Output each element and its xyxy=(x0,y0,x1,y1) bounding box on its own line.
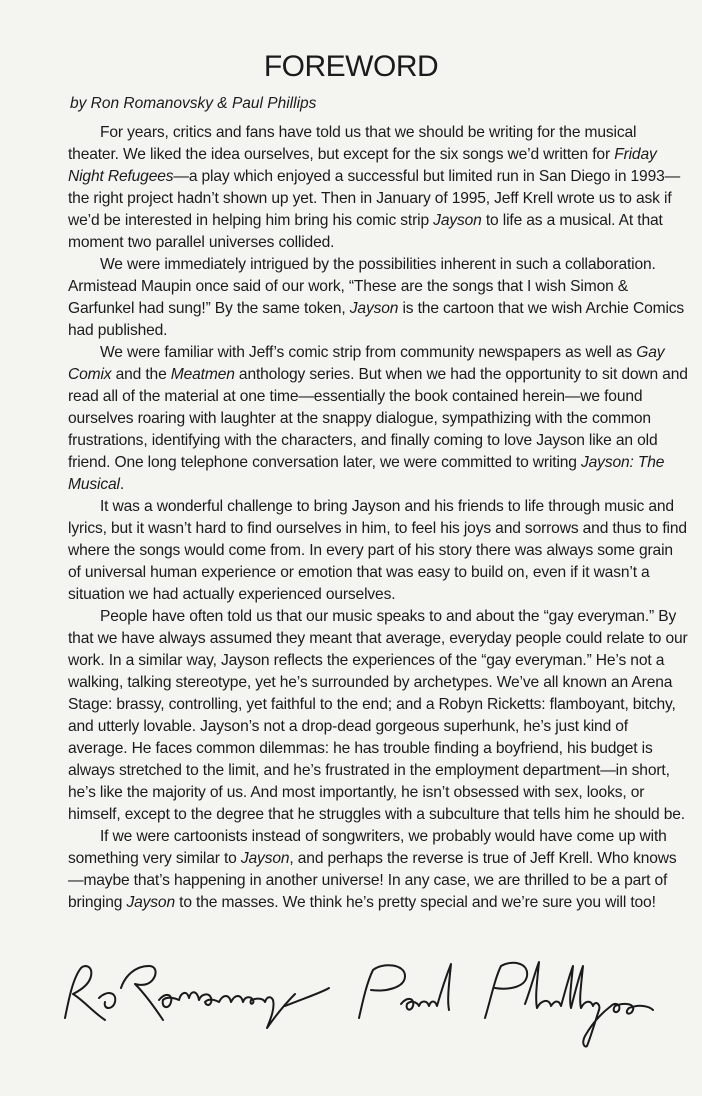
text-run: . xyxy=(119,476,124,493)
text-run: to life as a musical. At that moment two parallel universes collided. xyxy=(68,212,663,251)
text-run: —a play which enjoyed a successful but limited run in San Diego in 1993—the right project hadn’t shown up yet. Then in January of 1995, Jeff Krell wrote us to ask if we’d be interested in helping him bring his comic strip xyxy=(68,168,681,229)
text-run: is the cartoon that we wish Archie Comics had published. xyxy=(68,300,685,339)
paragraph xyxy=(68,122,688,254)
italic-title: Friday Night Refugees xyxy=(68,146,657,185)
text-run: If we were cartoonists instead of songwriters, we probably would have come up with something very similar to xyxy=(68,828,667,867)
paragraph xyxy=(68,606,688,826)
foreword-body xyxy=(68,122,688,914)
text-run: anthology series. But when we had the opportunity to sit down and read all of the material at one time—essentially the book contained herein—we found ourselves roaring with laughter at the snappy dialogue, sympathizing with the common frustrations, identifying with the characters, and finally coming to love Jayson like an old friend. One long telephone conversation later, we were committed to writing xyxy=(68,366,688,471)
text-run: It was a wonderful challenge to bring Jayson and his friends to life through music and lyrics, but it wasn’t hard to find ourselves in him, to feel his joys and sorrows and thus to find where the songs would come from. In every part of his story there was always some grain of universal human experience or emotion that was easy to build on, even if it wasn’t a situation we had actually experienced ourselves. xyxy=(68,498,687,603)
text-run: , and perhaps the reverse is true of Jeff Krell. Who knows—maybe that’s happening in another universe! In any case, we are thrilled to be a part of bringing xyxy=(68,850,677,911)
italic-title: Jayson xyxy=(349,300,399,317)
paragraph xyxy=(68,826,688,914)
byline: by Ron Romanovsky & Paul Phillips xyxy=(70,95,317,112)
text-run: to the masses. We think he’s pretty special and we’re sure you will too! xyxy=(174,894,656,911)
text-run: For years, critics and fans have told us that we should be writing for the musical theater. We liked the idea ourselves, but except for the six songs we’d written for xyxy=(68,124,637,163)
italic-title: Meatmen xyxy=(170,366,235,383)
italic-title: Jayson xyxy=(433,212,482,229)
italic-title: Gay Comix xyxy=(68,344,665,383)
signatures xyxy=(55,948,675,1058)
text-run: and the xyxy=(111,366,171,383)
text-run: We were familiar with Jeff’s comic strip from community newspapers as well as xyxy=(100,344,637,361)
paragraph xyxy=(68,496,688,606)
text-run: People have often told us that our music speaks to and about the “gay everyman.” By that we have always assumed they meant that average, everyday people could relate to our work. In a similar way, Jayson reflects the experiences of the “gay everyman.” He’s not a walking, talking stereotype, yet he’s surrounded by archetypes. We’ve all known an Arena Stage: brassy, controlling, yet faithful to the end; and a Robyn Ricketts: flamboyant, bitchy, and utterly lovable. Jayson’s not a drop-dead gorgeous superhunk, he’s just kind of average. He faces common dilemmas: he has trouble finding a boyfriend, his budget is always stretched to the limit, and he’s frustrated in the employment department—in short, he’s like the majority of us. And most importantly, he isn’t obsessed with sex, looks, or himself, except to the degree that he struggles with a subculture that tells him he should be. xyxy=(68,608,688,823)
page-title: FOREWORD xyxy=(263,50,439,83)
handwritten-signatures-icon xyxy=(55,948,675,1058)
italic-title: Jayson xyxy=(240,850,290,867)
paragraph xyxy=(68,254,688,342)
paragraph xyxy=(68,342,688,496)
text-run: We were immediately intrigued by the possibilities inherent in such a collaboration. Armistead Maupin once said of our work, “These are the songs that I wish Simon & Garfunkel had sung!” By the same token, xyxy=(68,256,656,317)
italic-title: Jayson: The Musical xyxy=(68,454,665,493)
italic-title: Jayson xyxy=(126,894,175,911)
